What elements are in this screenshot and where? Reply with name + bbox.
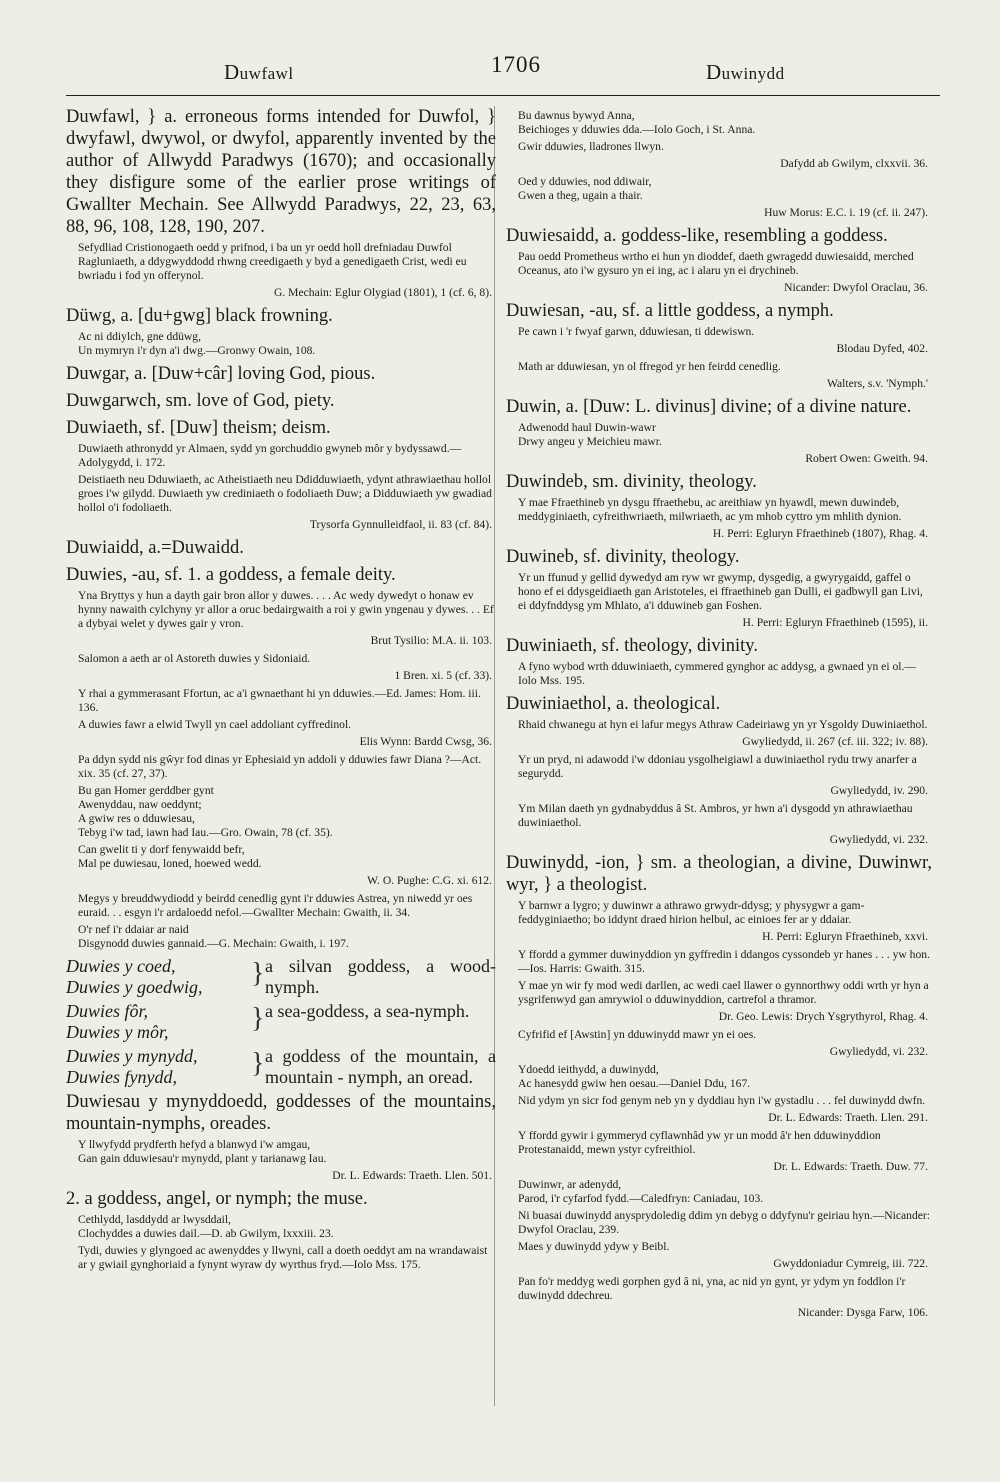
dictionary-entry (506, 225, 932, 295)
citation-source: Gwyliedydd, iv. 290. (830, 784, 928, 797)
citation-source: Gwyliedydd, vi. 232. (829, 1045, 928, 1058)
citation-text: Y barnwr a lygro; y duwinwr a athrawo grwydr-ddysg; y physygwr a gam-feddyginiaetho; bo iddynt draed hirion helbul, ac einioes fer ar y ddaiar. (518, 899, 865, 926)
entry-headline: 2. a goddess, angel, or nymph; the muse. (66, 1189, 368, 1209)
citation-source: Trysorfa Gynnulleidfaol, ii. 83 (cf. 84). (309, 518, 492, 531)
citation-text: Yr un ffunud y gellid dywedyd am ryw wr gwymp, dysgedig, a gwyrygaidd, gaffel o hono ef ei ddysgeidiaeth gan Aristoteles, ei ffraethineb gan Dulli, ei gadbwyll gan Livi, ei ddyfnddysg ym Mhlato, a'i dduwineb gan Foshen. (518, 571, 923, 612)
citation-text: Adwenodd haul Duwin-wawr Drwy angeu y Meichieu mawr. (518, 421, 662, 448)
citation-source: Nicander: Dysga Farw, 106. (797, 1306, 928, 1319)
citation-text: Y mae Ffraethineb yn dysgu ffraethebu, ac areithiaw yn hyawdl, mewn duwindeb, meddyginiaeth, cyfreithwriaeth, milwriaeth, ac ym mhob cyttro ym mhlith dynion. (518, 496, 902, 523)
right-column (506, 106, 932, 1446)
entry-headline: Duwiniaeth, sf. theology, divinity. (506, 636, 758, 656)
citation-text: Duwinwr, ar adenydd, Parod, i'r cyfarfod fydd.—Caledfryn: Caniadau, 103. (518, 1178, 764, 1205)
subentry-row (66, 1001, 496, 1043)
citation-text: Rhaid chwanegu at hyn ei lafur megys Athraw Cadeiriawg yn yr Ysgoldy Duwiniaethol. (518, 718, 928, 731)
dictionary-entry (506, 300, 932, 391)
dictionary-entry (506, 109, 932, 220)
dictionary-entry (66, 417, 496, 532)
citation-source: 1 Bren. xi. 5 (cf. 33). (394, 669, 492, 682)
entry-headline: Duwgar, a. [Duw+câr] loving God, pious. (66, 364, 376, 384)
citation-text: Y ffordd gywir i gymmeryd cyflawnhâd yw yr un modd â'r hen dduwinyddion Protestanaidd, mewn ystyr cyfreithiol. (518, 1129, 881, 1156)
citation-text: Pe cawn i 'r fwyaf garwn, dduwiesan, ti ddewiswn. (518, 325, 755, 338)
citation-text: Pan fo'r meddyg wedi gorphen gyd â ni, yna, ac nid yn gynt, yr ydym yn foddlon i'r duwinydd ddechreu. (518, 1275, 906, 1302)
header-rule (66, 95, 940, 96)
header-right-guideword: Duwinydd (706, 60, 785, 84)
brace-mark: } (251, 958, 265, 989)
dictionary-entry (506, 546, 932, 630)
subentry-definition: a sea-goddess, a sea-nymph. (265, 1001, 470, 1021)
left-column (66, 106, 496, 1446)
dictionary-entry (506, 693, 932, 847)
dictionary-entry (506, 396, 932, 466)
citation-text: O'r nef i'r ddaiar ar naid Disgynodd duwies gannaid.—G. Mechain: Gwaith, i. 197. (78, 923, 349, 950)
entry-headline: Duwiesan, -au, sf. a little goddess, a nymph. (506, 301, 834, 321)
citation-source: Huw Morus: E.C. i. 19 (cf. ii. 247). (764, 206, 928, 219)
dictionary-entry (66, 537, 496, 559)
citation-text: Megys y breuddwydiodd y beirdd cenedlig gynt i'r dduwies Astrea, yn niwedd yr oes euraid. . . esgyn i'r ardaloedd nefol.—Gwallter Mechain: Gwaith, ii. 34. (78, 892, 473, 919)
dictionary-entry (506, 852, 932, 1320)
entry-headline: Duwin, a. [Duw: L. divinus] divine; of a divine nature. (506, 397, 912, 417)
citation-text: Pa ddyn sydd nis gŵyr fod dinas yr Ephesiaid yn addoli y dduwies fawr Diana ?—Act. xix. 35 (cf. 27, 37). (78, 753, 482, 780)
citation-text: Nid ydym yn sicr fod genym neb yn y dyddiau hyn i'w gystadlu . . . fel duwinydd dwfn. (518, 1094, 926, 1107)
citation-text: Can gwelit ti y dorf fenywaidd befr, Mal pe duwiesau, loned, hoewed wedd. (78, 843, 262, 870)
citation-text: Deistiaeth neu Dduwiaeth, ac Atheistiaeth neu Ddidduwiaeth, ydynt athrawiaethau hollol groes i'w gilydd. Duwiaeth yw crediniaeth o fodoliaeth Duw; a Didduwiaeth yw gwadiad hollol o'i fodoliaeth. (78, 473, 492, 514)
citation-text: Oed y dduwies, nod ddiwair, Gwen a theg, ugain a thair. (518, 175, 652, 202)
entry-headline: Duwiesau y mynyddoedd, goddesses of the mountains, mountain-nymphs, oreades. (66, 1092, 496, 1134)
citation-source: Dr. L. Edwards: Traeth. Duw. 77. (773, 1160, 928, 1173)
citation-source: Walters, s.v. 'Nymph.' (826, 377, 928, 390)
citation-text: Math ar dduwiesan, yn ol ffregod yr hen feirdd cenedlig. (518, 360, 781, 373)
running-header (66, 52, 940, 92)
entry-headline: Düwg, a. [du+gwg] black frowning. (66, 306, 333, 326)
subentry-terms: Duwies y coed, Duwies y goedwig, (66, 956, 203, 997)
entry-headline: Duwinydd, -ion, } sm. a theologian, a divine, Duwinwr, wyr, } a theologist. (506, 853, 932, 895)
citation-source: Dr. Geo. Lewis: Drych Ysgrythyrol, Rhag. 4. (718, 1010, 928, 1023)
citation-source: Gwyliedydd, ii. 267 (cf. iii. 322; iv. 88). (742, 735, 928, 748)
subentry-definition: a silvan goddess, a wood-nymph. (265, 956, 496, 997)
citation-text: Bu gan Homer gerddber gynt Awenyddau, naw oeddynt; A gwiw res o dduwiesau, Tebyg i'w tad, iawn had Iau.—Gro. Owain, 78 (cf. 35). (78, 784, 333, 839)
citation-text: Ac ni ddiylch, gne ddüwg, Un mymryn i'r dyn a'i dwg.—Gronwy Owain, 108. (78, 330, 316, 357)
dictionary-entry (506, 471, 932, 541)
citation-text: Tydi, duwies y glyngoed ac awenyddes y llwyni, call a doeth oeddyt am na wrandawaist ar y gwiail gynghoriaid a fynynt wyraw dy wyrthus fryd.—Iolo Mss. 175. (78, 1244, 488, 1271)
citation-source: Gwyliedydd, vi. 232. (829, 833, 928, 846)
subentry-terms: Duwies y mynydd, Duwies fynydd, (66, 1046, 198, 1087)
entry-headline: Duwies, -au, sf. 1. a goddess, a female deity. (66, 565, 396, 585)
page-number: 1706 (491, 52, 541, 77)
entry-headline: Duwindeb, sm. divinity, theology. (506, 472, 757, 492)
citation-source: Robert Owen: Gweith. 94. (805, 452, 928, 465)
dictionary-entry (66, 106, 496, 300)
dictionary-entry (66, 305, 496, 358)
citation-text: Salomon a aeth ar ol Astoreth duwies y Sidoniaid. (78, 652, 311, 665)
citation-text: Gwir dduwies, lladrones llwyn. (518, 140, 664, 153)
header-left-guideword: Duwfawl (224, 60, 294, 84)
entry-headline: Duwineb, sf. divinity, theology. (506, 547, 740, 567)
entry-headline: Duwiniaethol, a. theological. (506, 694, 721, 714)
citation-text: Duwiaeth athronydd yr Almaen, sydd yn gorchuddio gwyneb môr y bydyssawd.—Adolygydd, i. 172. (78, 442, 462, 469)
citation-text: Y rhai a gymmerasant Ffortun, ac a'i gwnaethant hi yn dduwies.—Ed. James: Hom. iii. 136. (78, 687, 481, 714)
citation-text: Cyfrifid ef [Awstin] yn dduwinydd mawr yn ei oes. (518, 1028, 757, 1041)
citation-source: Brut Tysilio: M.A. ii. 103. (370, 634, 492, 647)
citation-text: A fyno wybod wrth dduwiniaeth, cymmered gynghor ac addysg, a gwnaed yn ei ol.—Iolo Mss. 195. (518, 660, 916, 687)
citation-text: Ym Milan daeth yn gydnabyddus â St. Ambros, yr hwn a'i dysgodd yn athrawiaethau duwiniaethol. (518, 802, 913, 829)
entry-headline: Duwiaidd, a.=Duwaidd. (66, 538, 244, 558)
subentry-terms: Duwies fôr, Duwies y môr, (66, 1001, 169, 1042)
citation-source: Dr. L. Edwards: Traeth. Llen. 501. (332, 1169, 492, 1182)
citation-source: H. Perri: Egluryn Ffraethineb, xxvi. (762, 930, 928, 943)
brace-mark: } (251, 1003, 265, 1034)
citation-text: Yr un pryd, ni adawodd i'w ddoniau ysgolheigiawl a duwiniaethol rydu trwy anarfer a segurydd. (518, 753, 917, 780)
citation-source: G. Mechain: Eglur Olygiad (1801), 1 (cf. 6, 8). (274, 286, 492, 299)
entry-headline: Duwfawl, } a. erroneous forms intended for Duwfol, } dwyfawl, dwywol, or dwyfol, apparently invented by the author of Allwydd Paradwys (1670); and occasionally they disfigure some of the earlier prose writings of Gwallter Mechain. See Allwydd Paradwys, 22, 23, 63, 88, 96, 108, 128, 190, 207. (66, 107, 496, 237)
subentry-definition: a goddess of the mountain, a mountain - nymph, an oread. (265, 1046, 496, 1087)
citation-text: Maes y duwinydd ydyw y Beibl. (518, 1240, 670, 1253)
dictionary-entry (506, 635, 932, 688)
subentry-row (66, 956, 496, 998)
citation-text: Pau oedd Prometheus wrtho ei hun yn dioddef, daeth gwragedd duwiesaidd, merched Oceanus, ato i'w gysuro yn ei ing, ac i alaru yn ei drychineb. (518, 250, 914, 277)
brace-mark: } (251, 1048, 265, 1079)
citation-text: Y ffordd a gymmer duwinyddion yn gyffredin i ddangos cyssondeb yr hanes . . . yw hon.—Ios. Harris: Gwaith. 315. (518, 948, 930, 975)
citation-text: Cethlydd, lasddydd ar lwysddail, Clochyddes a duwies dail.—D. ab Gwilym, lxxxiii. 23. (78, 1213, 334, 1240)
citation-text: Ydoedd ieithydd, a duwinydd, Ac hanesydd gwiw hen oesau.—Daniel Ddu, 167. (518, 1063, 751, 1090)
citation-source: H. Perri: Egluryn Ffraethineb (1595), ii. (742, 616, 928, 629)
citation-source: Dr. L. Edwards: Traeth. Llen. 291. (768, 1111, 928, 1124)
citation-source: Dafydd ab Gwilym, clxxvii. 36. (780, 157, 928, 170)
citation-source: H. Perri: Egluryn Ffraethineb (1807), Rhag. 4. (712, 527, 928, 540)
dictionary-entry (66, 390, 496, 412)
dictionary-entry (66, 1091, 496, 1183)
entry-headline: Duwiaeth, sf. [Duw] theism; deism. (66, 418, 331, 438)
citation-text: Ni buasai duwinydd anysprydoledig ddim yn debyg o ddyfynu'r geiriau hyn.—Nicander: Dwyfol Oraclau, 239. (518, 1209, 930, 1236)
citation-source: Gwyddoniadur Cymreig, iii. 722. (773, 1257, 928, 1270)
citation-source: Elis Wynn: Bardd Cwsg, 36. (359, 735, 492, 748)
subentry-row (66, 1046, 496, 1088)
dictionary-entry (66, 564, 496, 951)
entry-headline: Duwgarwch, sm. love of God, piety. (66, 391, 335, 411)
citation-source: Nicander: Dwyfol Oraclau, 36. (784, 281, 928, 294)
citation-source: Blodau Dyfed, 402. (836, 342, 928, 355)
dictionary-entry (66, 1188, 496, 1272)
citation-source: W. O. Pughe: C.G. xi. 612. (367, 874, 492, 887)
citation-text: Yna Bryttys y hun a dayth gair bron allor y duwes. . . . Ac wedy dywedyt o honaw ev hynny nawaith cylchyny yr allor a oruc bedairgwaith a roi y gwin yngenau y dywes. . . Ef a dybyai welet y dywes gair y vron. (78, 589, 494, 630)
citation-text: Sefydliad Cristionogaeth oedd y prifnod, i ba un yr oedd holl drefniadau Duwfol Ragluniaeth, a ddygwyddodd rhwng creedigaeth y byd a genedigaeth Crist, wedi eu bwriadu i fod yn offerynol. (78, 241, 467, 282)
citation-text: A duwies fawr a elwid Twyll yn cael addoliant cyffredinol. (78, 718, 352, 731)
dictionary-entry (66, 363, 496, 385)
citation-text: Bu dawnus bywyd Anna, Beichioges y dduwies dda.—Iolo Goch, i St. Anna. (518, 109, 756, 136)
entry-headline: Duwiesaidd, a. goddess-like, resembling a goddess. (506, 226, 888, 246)
citation-text: Y mae yn wir fy mod wedi darllen, ac wedi cael llawer o gynnorthwy oddi wrth yr hyn a ysgrifenwyd gan amrywiol o dduwinyddion, cartrefol a thramor. (518, 979, 929, 1006)
citation-text: Y llwyfydd prydferth hefyd a blanwyd i'w amgau, Gan gain dduwiesau'r mynydd, plant y tarianawg Iau. (78, 1138, 327, 1165)
